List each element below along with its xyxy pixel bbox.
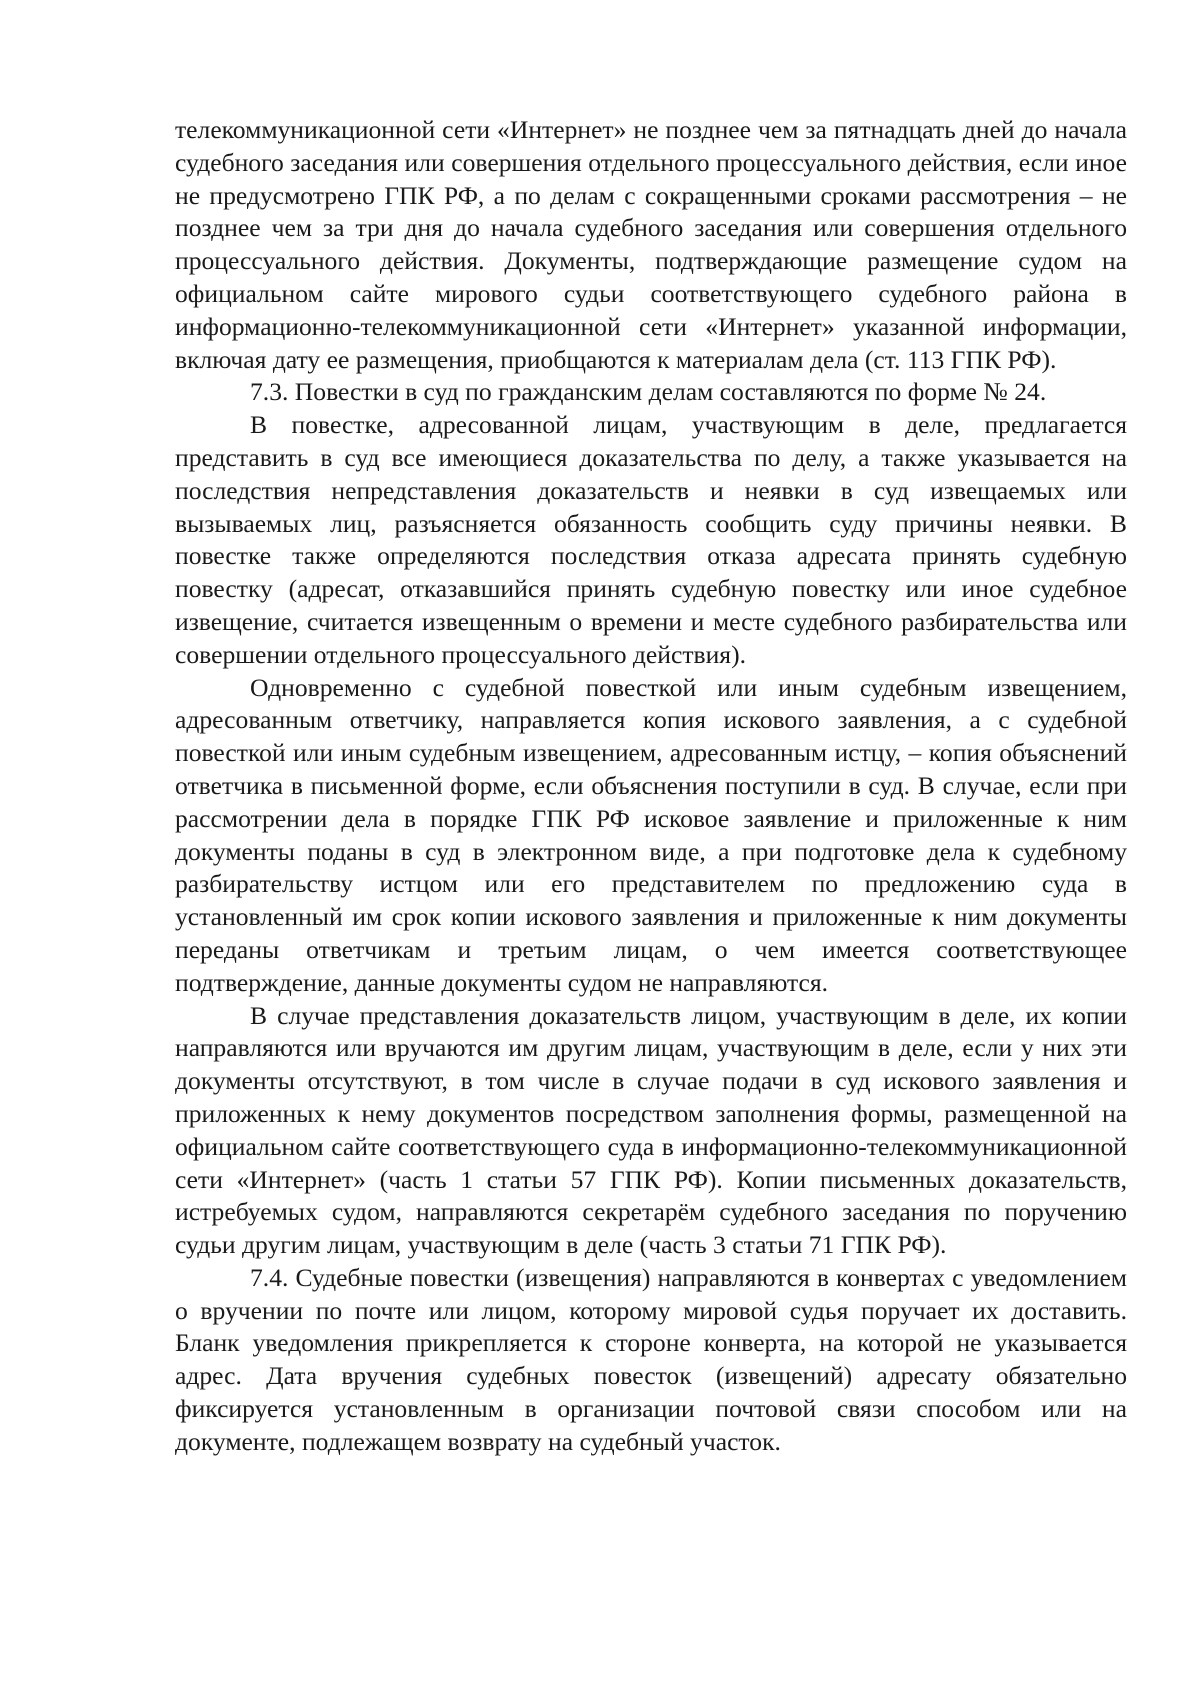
paragraph-7-4: 7.4. Судебные повестки (извещения) направляются в конвертах с уведомлением о вручении по почте или лицом, которому мировой судья поручает их доставить. Бланк уведомления прикрепляется к стороне конверта, на которой не указывается адрес. Дата вручения судебных повесток (извещений) адресату обязательно фиксируется установленным в организации почтовой связи способом или на документе, подлежащем возврату на судебный участок. <box>175 1262 1127 1456</box>
paragraph-summons-content: В повестке, адресованной лицам, участвующим в деле, предлагается представить в суд все имеющиеся доказательства по делу, а также указывается на последствия непредставления доказательств и неявки в суд извещаемых или вызываемых лиц, разъясняется обязанность сообщить суду причины неявки. В повестке также определяются последствия отказа адресата принять судебную повестку (адресат, отказавшийся принять судебную повестку или иное судебное извещение, считается извещенным о времени и месте судебного разбирательства или совершении отдельного процессуального действия). <box>175 410 1127 669</box>
paragraph-claim-copy: Одновременно с судебной повесткой или иным судебным извещением, адресованным ответчику, направляется копия искового заявления, а с судебной повесткой или иным судебным извещением, адресованным истцу, – копия объяснений ответчика в письменной форме, если объяснения поступили в суд. В случае, если при рассмотрении дела в порядке ГПК РФ исковое заявление и приложенные к ним документы поданы в суд в электронном виде, а при подготовке дела к судебному разбирательству истцом или его представителем по предложению суда в установленный им срок копии искового заявления и приложенные к ним документы переданы ответчикам и третьим лицам, о чем имеется соответствующее подтверждение, данные документы судом не направляются. <box>175 672 1127 997</box>
document-body <box>175 114 1127 1459</box>
paragraph-evidence-copies: В случае представления доказательств лицом, участвующим в деле, их копии направляются или вручаются им другим лицам, участвующим в деле, если у них эти документы отсутствуют, в том числе в случае подачи в суд искового заявления и приложенных к нему документов посредством заполнения формы, размещенной на официальном сайте соответствующего суда в информационно-телекоммуникационной сети «Интернет» (часть 1 статьи 57 ГПК РФ). Копии письменных доказательств, истребуемых судом, направляются секретарём судебного заседания по поручению судьи другим лицам, участвующим в деле (часть 3 статьи 71 ГПК РФ). <box>175 1000 1127 1260</box>
paragraph-continuation: телекоммуникационной сети «Интернет» не позднее чем за пятнадцать дней до начала судебного заседания или совершения отдельного процессуального действия, если иное не предусмотрено ГПК РФ, а по делам с сокращенными сроками рассмотрения – не позднее чем за три дня до начала судебного заседания или совершения отдельного процессуального действия. Документы, подтверждающие размещение судом на официальном сайте мирового судьи соответствующего судебного района в информационно-телекоммуникационной сети «Интернет» указанной информации, включая дату ее размещения, приобщаются к материалам дела (ст. 113 ГПК РФ). <box>175 115 1127 374</box>
paragraph-7-3: 7.3. Повестки в суд по гражданским делам составляются по форме № 24. <box>250 377 1047 407</box>
